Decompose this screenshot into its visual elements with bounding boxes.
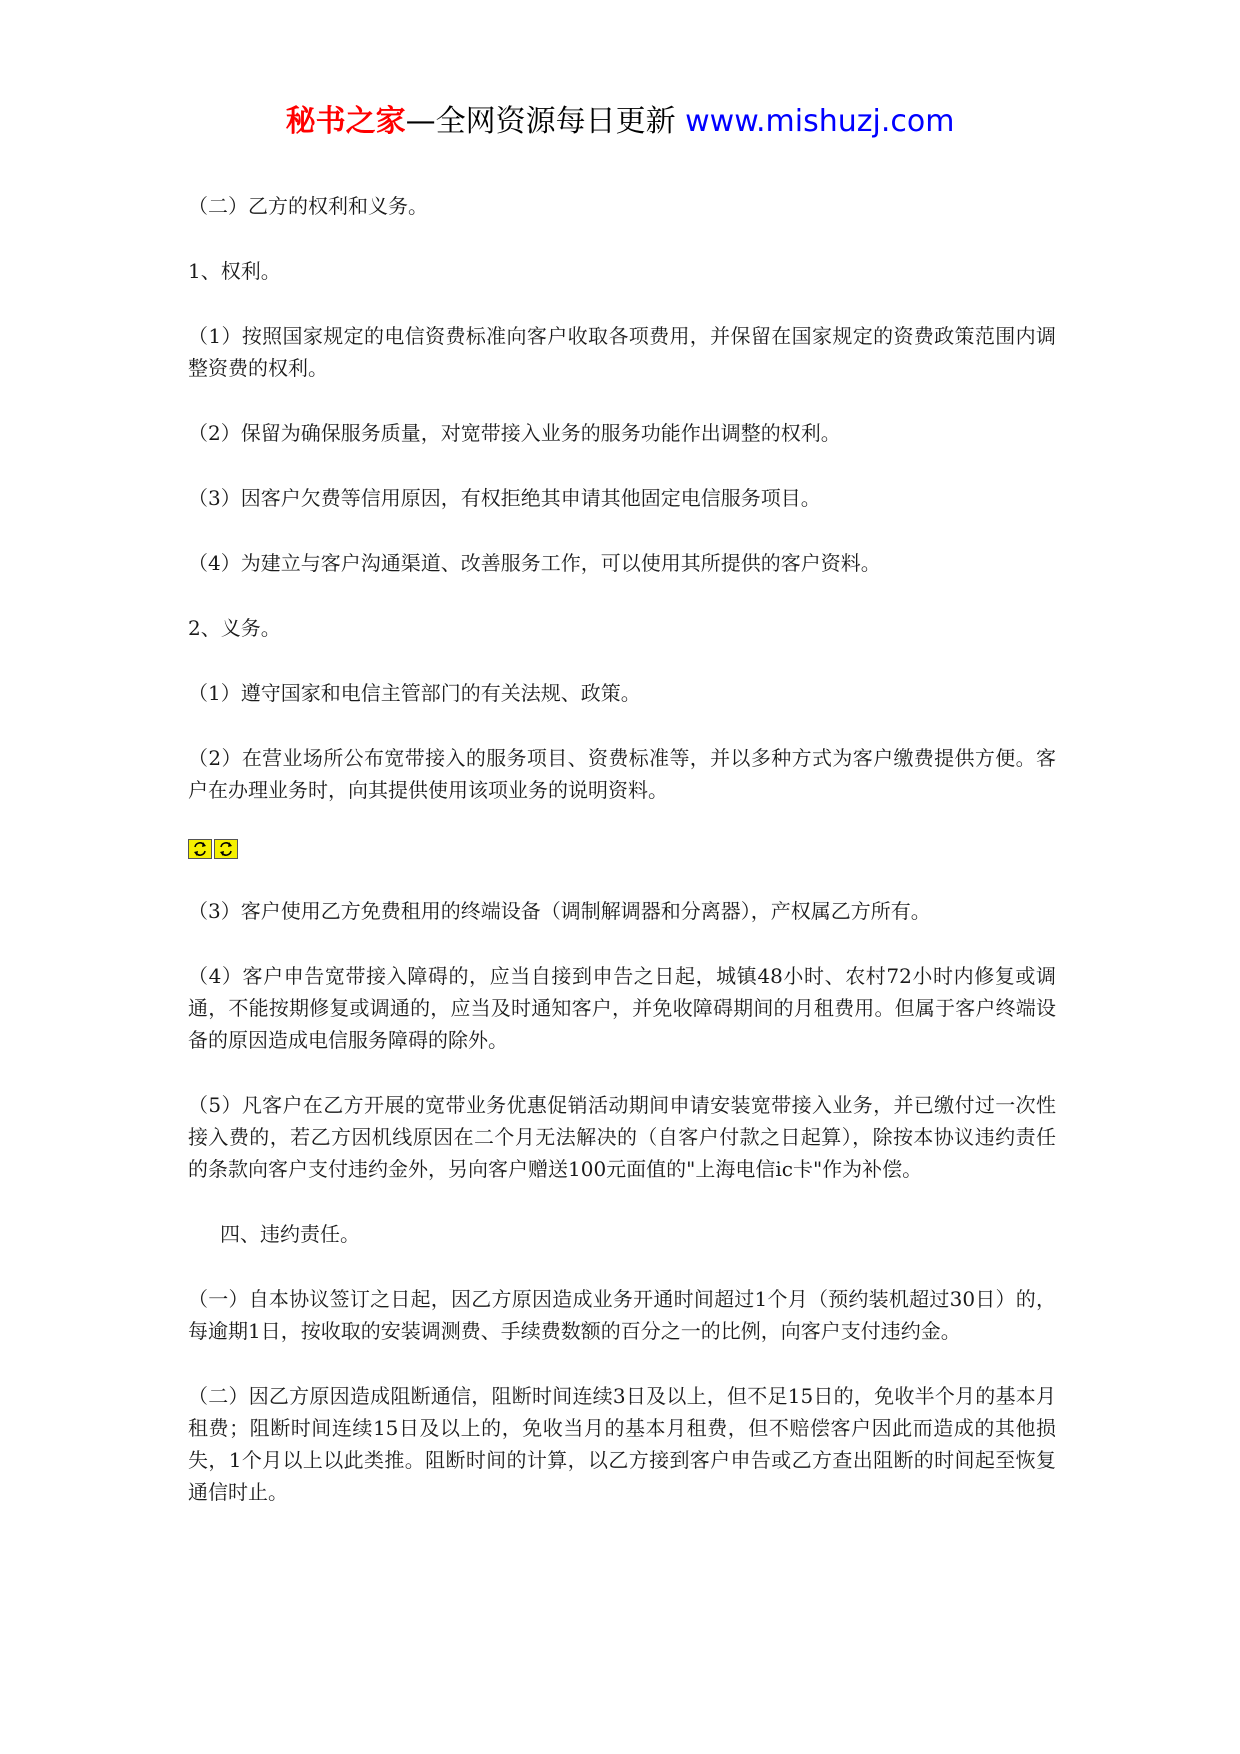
clause-paragraph: （5）凡客户在乙方开展的宽带业务优惠促销活动期间申请安装宽带接入业务，并已缴付过一次性接入费的，若乙方因机线原因在二个月无法解决的（自客户付款之日起算），除按本协议违约责任的条款向客户支付违约金外，另向客户赠送100元面值的"上海电信ic卡"作为补偿。	[188, 1093, 1056, 1181]
clause-paragraph: （一）自本协议签订之日起，因乙方原因造成业务开通时间超过1个月（预约装机超过30日）的，每逾期1日，按收取的安装调测费、手续费数额的百分之一的比例，向客户支付违约金。	[188, 1287, 1056, 1343]
subsection-heading: 2、义务。	[188, 616, 281, 640]
embedded-icon-row	[188, 839, 1056, 861]
clause-paragraph: （4）客户申告宽带接入障碍的，应当自接到申告之日起，城镇48小时、农村72小时内修复或调通，不能按期修复或调通的，应当及时通知客户，并免收障碍期间的月租费用。但属于客户终端设备的原因造成电信服务障碍的除外。	[188, 964, 1056, 1052]
clause-paragraph: （1）遵守国家和电信主管部门的有关法规、政策。	[188, 681, 641, 705]
site-url-link[interactable]: www.mishuzj.com	[685, 104, 955, 139]
site-header	[0, 102, 1240, 142]
clause-paragraph: （4）为建立与客户沟通渠道、改善服务工作，可以使用其所提供的客户资料。	[188, 551, 881, 575]
clause-paragraph: （3）因客户欠费等信用原因，有权拒绝其申请其他固定电信服务项目。	[188, 486, 821, 510]
document-body	[188, 190, 1056, 1541]
clause-paragraph: （3）客户使用乙方免费租用的终端设备（调制解调器和分离器），产权属乙方所有。	[188, 899, 931, 923]
site-tagline: —全网资源每日更新	[405, 104, 676, 139]
clause-paragraph: （1）按照国家规定的电信资费标准向客户收取各项费用，并保留在国家规定的资费政策范围内调整资费的权利。	[188, 324, 1056, 380]
section-heading: 四、违约责任。	[220, 1222, 360, 1246]
subsection-heading: 1、权利。	[188, 259, 281, 283]
section-heading: （二）乙方的权利和义务。	[188, 194, 428, 218]
refresh-icon[interactable]	[188, 839, 212, 859]
site-brand: 秘书之家	[285, 104, 406, 139]
clause-paragraph: （2）在营业场所公布宽带接入的服务项目、资费标准等，并以多种方式为客户缴费提供方便。客户在办理业务时，向其提供使用该项业务的说明资料。	[188, 746, 1056, 802]
clause-paragraph: （2）保留为确保服务质量，对宽带接入业务的服务功能作出调整的权利。	[188, 421, 841, 445]
clause-paragraph: （二）因乙方原因造成阻断通信，阻断时间连续3日及以上，但不足15日的，免收半个月的基本月租费；阻断时间连续15日及以上的，免收当月的基本月租费，但不赔偿客户因此而造成的其他损失，1个月以上以此类推。阻断时间的计算，以乙方接到客户申告或乙方查出阻断的时间起至恢复通信时止。	[188, 1384, 1056, 1504]
refresh-icon[interactable]	[214, 839, 238, 859]
